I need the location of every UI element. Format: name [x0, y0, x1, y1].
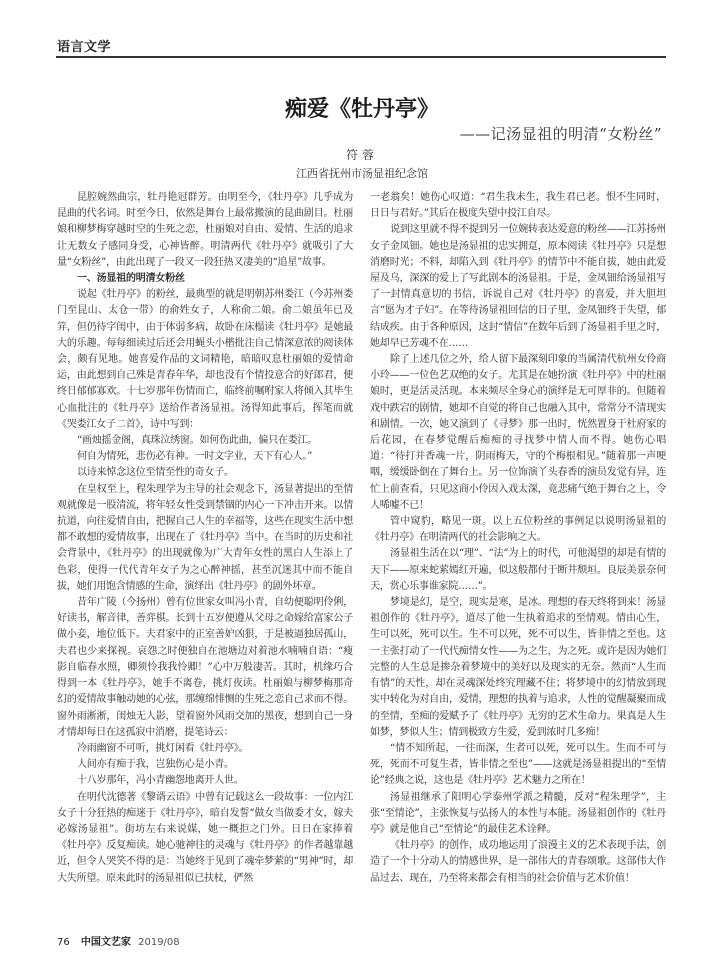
poem-line: “画烛摇金阁，真珠泣绣窗。如何伤此曲，偏只在娄江。	[77, 435, 318, 447]
paragraph: 在明代沈德著《黎谞云语》中曾有记载这么一段故事：一位内江女子十分狂热的痴迷于《牡丹亭》，暗自发誓“做女当做委才女，嫁夫必嫁汤显祖”。街坊左右来说媒，她一概拒之门外。日日在家捧着《牡丹亭》反复痴读。她心驰神往的灵魂与《牡丹亭》的作者越靠越近，但令人哭笑不得的是：当她终于见到了魂牵梦萦的“男神”时，却大失所望。原来此时的汤显祖似已扶杖，俨然	[57, 791, 353, 884]
journal-name: 中国文艺家	[80, 937, 131, 948]
issue-date: 2019/08	[138, 937, 180, 948]
paragraph: 说起《牡丹亭》的粉丝，最典型的就是明朝苏州娄江（今苏州娄门至昆山、太仓一带）的俞姓女子，人称俞二娘。俞二娘虽年已及笄，但仍待字闺中，由于体弱多病，故卧在床榻读《牡丹亭》是她最大的乐趣。每每细读过后还会用蝇头小楷批注自己情深意浓的阅读体会，颇有见地。她喜爱作品的文词精艳，暗暗叹息杜丽娘的爱情命运，由此想到自己殊是青春年华，却也没有个情投意合的好郎君，便终日郁郁寡欢。十七岁那年伤情而亡，临终前嘱咐家人将倾入其毕生心血批注的《牡丹亭》送给作者汤显祖。汤得知此事后，挥笔而就《哭娄江女子二首》，诗中写到：	[57, 289, 353, 430]
paragraph: 在皇权至上，程朱理学为主导的社会观念下，汤显著提出的至情观就像是一股清流，将年轻女性受到禁锢的内心一下冲击开来。以情抗道，向往爱情自由，把握自己人生的幸福等，这些在现实生活中想都不敢想的爱情故事，出现在了《牡丹亭》当中。在当时的历史和社会背景中，《牡丹亭》的出现就像为广大青年女性的黑白人生添上了色彩，使得一代代青年女子为之心醉神摇，甚至沉迷其中而不能自拔，她们用饱含情感的生命，演绎出《牡丹亭》的剧外坏章。	[57, 483, 353, 592]
poem-line: 冷雨幽窗不可听，挑灯闲看《牡丹亭》。	[77, 742, 249, 754]
article-author: 符蓉	[345, 148, 378, 162]
paragraph: 以诗来悼念这位至情至性的奇女子。	[77, 467, 234, 479]
poem-line: 人间亦有痴于我，岂独伤心是小青。	[77, 759, 234, 771]
section-label: 语言文学	[57, 40, 112, 55]
article-title: 痴爱《牡丹亭》	[284, 97, 439, 122]
paragraph: 梦境是幻，是空，现实是寒，是冰。理想的春天终将到来！汤显祖创作的《牡丹亭》，道尽了他一生执着追求的至情观。情由心生，生可以死，死可以生。生不可以死，死不可以生，皆非情之至也。这一主张打动了一代代痴情女性——为之生，为之死。或许是因为她们完整的人生总是掺杂着梦境中的美好以及现实的无奈。然而“人生而有情”的天性，却在灵魂深处终究理藏不住；将梦境中的幻情放到现实中转化为对自由，爱情，理想的执着与追求，人性的觉醒凝聚而成的至情，至痴的爱赋予了《牡丹亭》无穷的艺术生命力。果真是人生如梦，梦似人生；情到极致方生爱，爱到浓时几多痴！	[370, 597, 666, 738]
paragraph: 说到这里就不得不提到另一位婉转表达爱意的粉丝——江苏扬州女子金凤钿。她也是汤显祖的忠实拥趸，原本阅读《牡丹亭》只是想消磨时光；不料，却陷入到《牡丹亭》的情节中不能自拔，她由此爱屋及乌，深深的爱上了写此剧本的汤显祖。于是，金凤钿给汤显祖写了一封情真意切的书信，诉说自己对《牡丹亭》的喜爱，并大胆坦言“愿为才子妇”。在等待汤显祖回信的日子里，金凤钿终于失望，郁结成疾。由于各种原因，这封“情信”在数年后到了汤显祖手里之时，她却早已芳魂不在……	[370, 224, 666, 349]
paragraph: 昔年广陵（今扬州）曾有位世家女叫冯小青，自幼便聪明伶俐，好读书，解音律，善弈棋。长到十五岁便遵从父母之命嫁给富家公子做小妾，地位低下。夫君家中的正室善妒凶狠，于是被逼独居孤山，夫君也少来探视。哀怨之时便独自在池塘边对着池水喃喃自语：“瘦影自临春水照，卿须怜我我怜卿！”心中万般凄苦。其时，机缘巧合得到一本《牡丹亭》，她手不离卷，挑灯夜读。杜丽娘与柳梦梅那奇幻的爱情故事触动她的心弦，那缠绵悱恻的生死之恋自己求而不得。窗外雨淅淅，闺烛无人影，望着窗外风雨交加的黑夜，想到自己一身才情却每日在这孤寂中消磨，提笔诗云：	[57, 597, 353, 738]
paragraph: 除了上述几位之外，给人留下最深刻印象的当属清代杭州女伶商小玲——一位色艺双绝的女子。尤其是在她扮演《牡丹亭》中的杜丽娘时，更是活灵活现。本来频尽全身心的演绎是无可厚非的。但随着戏中跌宕的剧情，她却不自觉的将自己也融入其中，常常分不清现实和剧情。一次，她又演到了《寻梦》那一出时，恍然置身于杜府家的后花园，在春梦觉醒后痴痴的寻找梦中情人而不得。她伤心唱道：“待打并香魂一片，阴雨梅天，守的个梅根相见。”随着那一声哽咽，缓缓卧倒在了舞台上。另一位饰演丫头春香的演员发觉有异，连忙上前查看，只见这商小伶因入戏太深，竟悲痛气绝于舞台之上，令人唏嘘不已！	[370, 354, 666, 511]
page-number: 76	[57, 937, 70, 948]
paragraph: 昆腔婉然曲宗，牡丹艳冠群芳。由明至今，《牡丹亭》几乎成为昆曲的代名词。时至今日，依然是舞台上最常搬演的昆曲剧目。杜丽娘和柳梦梅穿越时空的生死之恋，杜丽娘对自由、爱情、生活的追求让无数女子感同身受，心神皆醉。明清两代《牡丹亭》就吸引了大量“女粉丝”，由此出现了一段又一段狂热又凄美的“追星”故事。	[57, 192, 353, 268]
paragraph: 十八岁那年，冯小青幽怨地离开人世。	[77, 775, 244, 787]
section-heading: 一、汤显祖的明清女粉丝	[77, 273, 185, 285]
paragraph: 一老翁矣！她伤心叹道：“君生我未生，我生君已老。恨不生同时，日日与君好。”其后在极度失望中投江自尽。	[370, 192, 666, 220]
paragraph: 汤显祖继承了阳明心学泰州学派之精髓，反对“程朱理学”，主张“至情论”，主张恢复与弘扬人的本性与本能。汤显祖创作的《牡丹亭》就是他自己“至情论”的最佳艺术诠释。	[370, 791, 666, 835]
right-column	[370, 190, 666, 887]
header-divider	[56, 56, 666, 58]
paragraph: 《牡丹亭》的创作，成功地运用了浪漫主义的艺术表现手法，创造了一个十分动人的情感世界，是一部伟大的青春颂歌。这部伟大作品过去、现在，乃至将来都会有相当的社会价值与艺术价值！	[370, 840, 666, 884]
author-affiliation: 江西省抚州市汤显祖纪念馆	[296, 167, 428, 180]
paragraph: 管中窥豹，略见一斑。以上五位粉丝的事例足以说明汤显祖的《牡丹亭》在明清两代的社会影响之大。	[370, 516, 666, 544]
paragraph: 汤显祖生活在以“理”、“法”为上的时代，可他渴望的却是有情的天下——原来蛇萦嫣红开遍，似这般都付于断井颓垣。良辰美景奈何天，赏心乐事谁家院……”。	[370, 548, 666, 592]
poem-line: 何自为情死，悲伤必有神。一时文字业，天下有心人。”	[77, 451, 313, 463]
article-subtitle: ——记汤显祖的明清“女粉丝”	[459, 125, 662, 143]
left-column	[57, 190, 353, 887]
page-footer	[57, 933, 180, 948]
paragraph: “情不知所起，一往而深，生者可以死，死可以生。生而不可与死，死而不可复生者，皆非情之至也”——这就是汤显祖提出的“至情论”经典之说，这也是《牡丹亭》艺术魅力之所在！	[370, 742, 666, 787]
